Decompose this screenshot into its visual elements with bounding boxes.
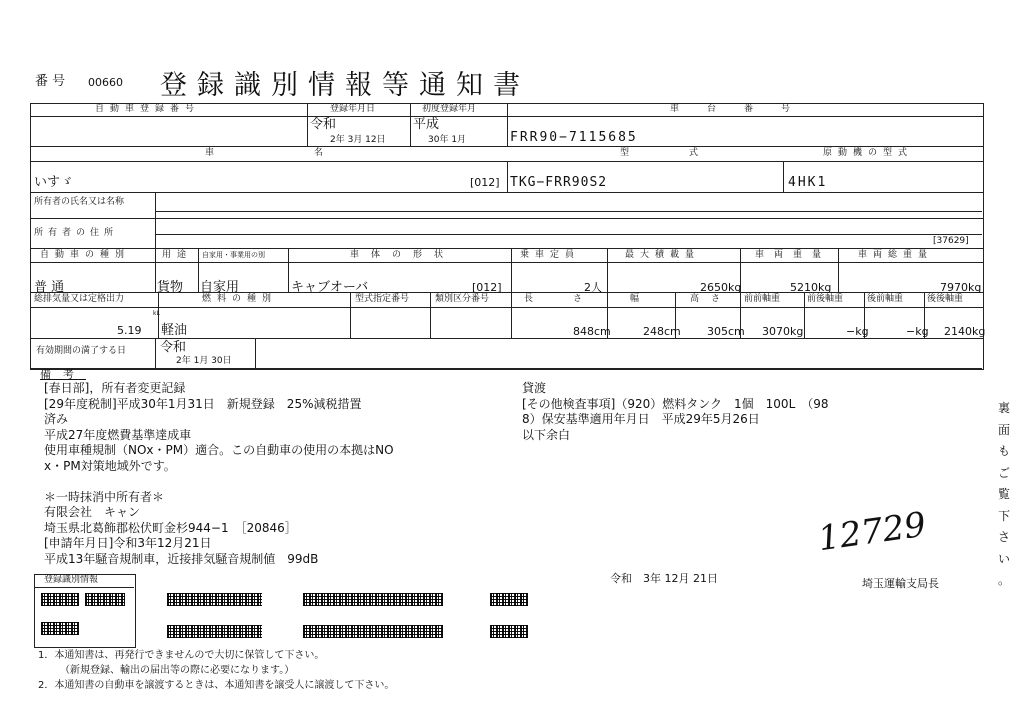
model-designation-label: 型式指定番号 xyxy=(355,294,410,304)
width-label: 幅 xyxy=(630,294,640,304)
reg-no-label: 自動車登録番号 xyxy=(95,104,201,114)
body-shape-label: 車体の形状 xyxy=(350,250,456,260)
name-code: [012] xyxy=(470,176,500,189)
owner-name-label: 所有者の氏名又は名称 xyxy=(34,197,125,207)
address-code: [37629] xyxy=(933,236,969,246)
issuer: 埼玉運輸支局長 xyxy=(862,577,939,590)
id-code-mark xyxy=(167,593,262,606)
expiry-date: 2年 1月 30日 xyxy=(176,356,232,366)
remarks-label: 備考 xyxy=(40,368,86,381)
remark-line: 済み xyxy=(44,412,69,426)
side-note-char: ご xyxy=(997,465,1010,480)
fuel-value: 軽油 xyxy=(161,323,188,338)
document-title: 登録識別情報等通知書 xyxy=(160,70,530,101)
side-note xyxy=(996,398,1012,592)
engine-model-label: 原動機の型式 xyxy=(823,148,914,158)
remarks-left xyxy=(44,381,514,567)
ff-axle-value: 3070kg xyxy=(762,325,804,338)
id-info-label: 登録識別情報 xyxy=(44,575,99,585)
vehicle-name: いすゞ xyxy=(34,175,74,190)
id-code-mark xyxy=(303,625,443,638)
vehicle-class-label: 自動車の種別 xyxy=(40,250,131,260)
remark-line: 平成13年騒音規制車，近接排気騒音規制値 99dB xyxy=(44,551,319,566)
remark-line: 使用車種規制（NOx・PM）適合。この自動車の使用の本拠はNO xyxy=(44,443,394,457)
footer-notes xyxy=(38,648,394,693)
id-code-mark xyxy=(85,593,125,606)
name-label: 車名 xyxy=(205,148,424,158)
id-code-mark xyxy=(167,625,262,638)
width-value: 248cm xyxy=(643,325,681,338)
use-label: 用途 xyxy=(162,250,193,260)
side-note-char: 。 xyxy=(997,573,1010,587)
height-label: 高さ xyxy=(690,294,733,304)
first-reg-era: 平成 xyxy=(413,117,440,132)
expiry-era: 令和 xyxy=(160,340,187,355)
side-note-char: 面 xyxy=(997,422,1010,437)
fr-axle-value: −kg xyxy=(846,325,869,338)
remark-line xyxy=(44,474,514,490)
length-label: 長さ xyxy=(524,294,623,304)
weight-label: 車両重量 xyxy=(755,250,832,260)
issue-date: 令和 3年 12月 21日 xyxy=(610,572,718,585)
remark-line: ＊一時抹消中所有者＊ xyxy=(44,489,165,504)
weight-value: 5210kg xyxy=(790,281,832,294)
displacement-label: 総排気量又は定格出力 xyxy=(34,294,125,304)
reg-date-label: 登録年月日 xyxy=(330,104,376,114)
private-business-label: 自家用・事業用の別 xyxy=(202,251,265,259)
id-code-mark xyxy=(490,593,528,606)
id-code-mark xyxy=(41,622,79,635)
body-code: [012] xyxy=(472,281,502,294)
gross-weight-label: 車両総重量 xyxy=(858,250,934,260)
remark-line: 8）保安基準適用年月日 平成29年5月26日 xyxy=(522,412,760,426)
side-note-char: も xyxy=(997,444,1010,458)
capacity-value: 2人 xyxy=(584,281,602,294)
id-code-mark xyxy=(490,625,528,638)
fr-axle-label: 前後軸重 xyxy=(807,294,844,304)
remark-line: 平成27年度燃費基準達成車 xyxy=(44,427,192,442)
id-code-mark xyxy=(303,593,443,606)
remarks-divider xyxy=(30,368,982,369)
remark-line: 埼玉県北葛飾郡松伏町金杉944−1 ［20846］ xyxy=(44,520,297,535)
note-line: （新規登録、輸出の届出等の際に必要になります。） xyxy=(60,665,295,676)
reg-date: 2年 3月 12日 xyxy=(330,135,386,145)
number-value: 00660 xyxy=(88,76,123,89)
capacity-label: 乗車定員 xyxy=(520,250,581,260)
category-no-label: 類別区分番号 xyxy=(435,294,490,304)
owner-address-label: 所有者の住所 xyxy=(34,228,119,238)
height-value: 305cm xyxy=(707,325,745,338)
remark-line: 有限会社 キャン xyxy=(44,505,141,519)
first-reg-label: 初度登録年月 xyxy=(422,104,477,114)
side-note-char: 覧 xyxy=(997,487,1010,501)
side-note-char: 裏 xyxy=(997,401,1010,415)
chassis-no-label: 車台番号 xyxy=(670,104,819,114)
max-load-value: 2650kg xyxy=(700,281,742,294)
max-load-label: 最大積載量 xyxy=(625,250,701,260)
remark-line: 以下余白 xyxy=(522,427,571,442)
rf-axle-label: 後前軸重 xyxy=(867,294,904,304)
expiry-label: 有効期間の満了する日 xyxy=(36,346,127,356)
reg-era: 令和 xyxy=(310,117,337,132)
rr-axle-label: 後後軸重 xyxy=(927,294,964,304)
remark-line: [春日部]，所有者変更記録 xyxy=(44,381,186,395)
ff-axle-label: 前前軸重 xyxy=(744,294,781,304)
id-code-mark xyxy=(41,593,79,606)
rf-axle-value: −kg xyxy=(906,325,929,338)
remark-line: x・PM対策地域外です。 xyxy=(44,458,176,473)
remark-line: 貸渡 xyxy=(522,381,547,395)
gross-weight-value: 7970kg xyxy=(940,281,982,294)
remark-line: [申請年月日]令和3年12月21日 xyxy=(44,536,212,550)
side-note-char: さ xyxy=(997,530,1010,544)
model-value: TKG−FRR90S2 xyxy=(510,175,608,190)
length-value: 848cm xyxy=(573,325,611,338)
note-line: 2．本通知書の自動車を譲渡するときは、本通知書を譲受人に譲渡して下さい。 xyxy=(38,680,395,691)
remarks-right xyxy=(522,381,977,443)
body-shape-value: キャブオーバ xyxy=(291,280,369,295)
model-label: 型式 xyxy=(620,148,759,158)
fuel-label: 燃料の種別 xyxy=(202,294,278,304)
displacement-value: 5.19 xyxy=(117,324,142,337)
private-business-value: 自家用 xyxy=(200,280,240,295)
first-reg-date: 30年 1月 xyxy=(428,135,467,145)
note-line: 1．本通知書は、再発行できませんので大切に保管して下さい。 xyxy=(38,650,325,661)
vehicle-class: 普 通 xyxy=(34,280,65,295)
chassis-no: FRR90−7115685 xyxy=(510,130,638,145)
displacement-unit: kL xyxy=(153,310,160,317)
use-value: 貨物 xyxy=(157,280,184,295)
engine-model: 4HK1 xyxy=(788,175,828,190)
rr-axle-value: 2140kg xyxy=(944,325,986,338)
remark-line: [29年度税制]平成30年1月31日 新規登録 25%減税措置 xyxy=(44,396,362,411)
side-note-char: い xyxy=(997,551,1010,566)
side-note-char: 下 xyxy=(997,508,1010,523)
remark-line: [その他検査事項]（920）燃料タンク 1個 100L （98 xyxy=(522,396,829,411)
number-label: 番 号 xyxy=(35,74,66,89)
handwritten-number: 12729 xyxy=(815,504,929,560)
